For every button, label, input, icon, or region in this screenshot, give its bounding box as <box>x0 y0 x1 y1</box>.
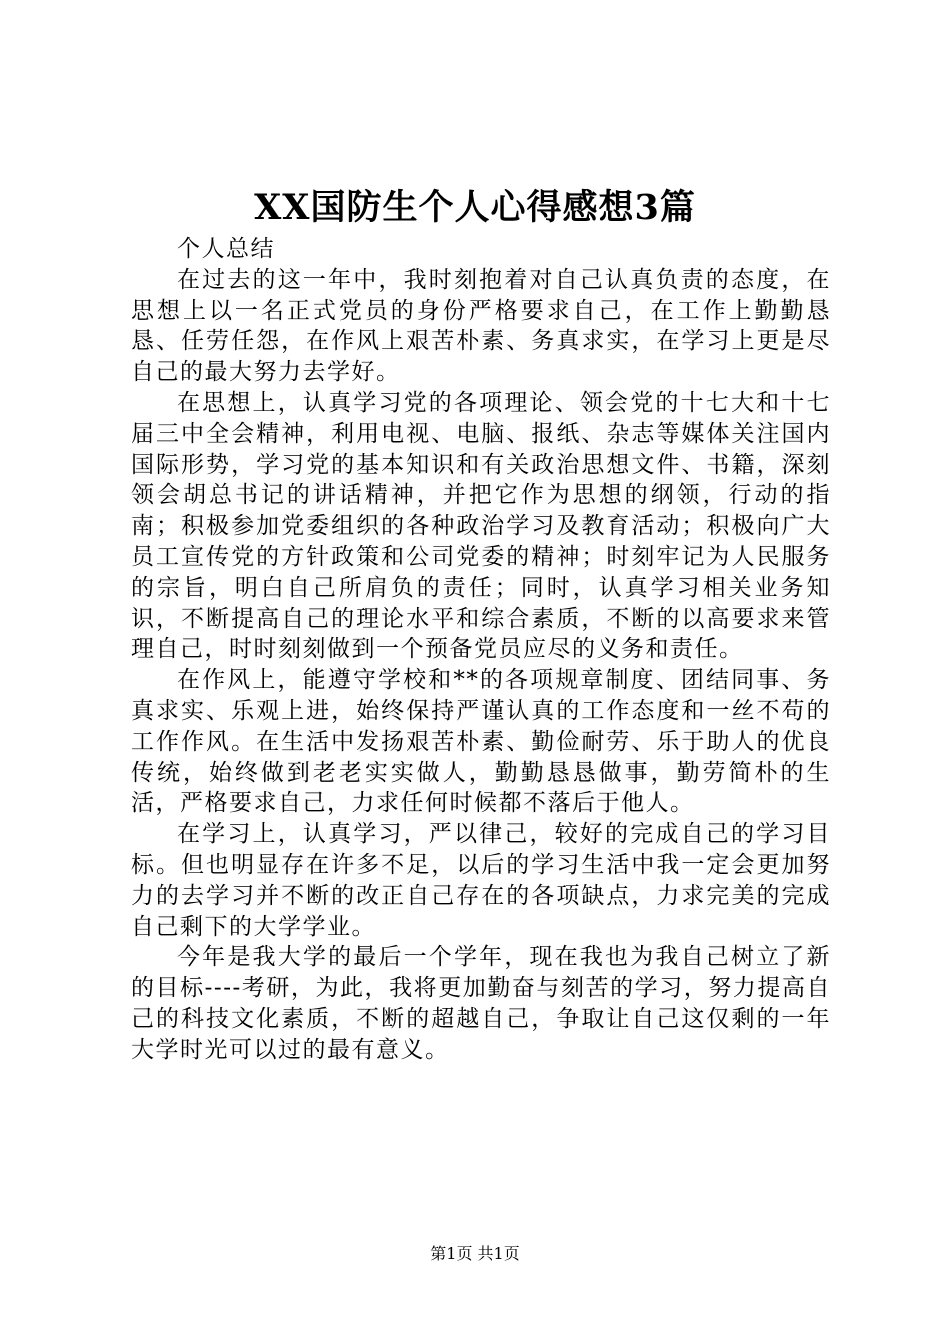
paragraph-heading: 个人总结 <box>177 236 275 262</box>
paragraph: 在作风上，能遵守学校和**的各项规章制度、团结同事、务真求实、乐观上进，始终保持严谨认真的工作态度和一丝不苟的工作作风。在生活中发扬艰苦朴素、勤俭耐劳、乐于助人的优良传统，始终做到老老实实做人，勤勤恳恳做事，勤劳简朴的生活，严格要求自己，力求任何时候都不落后于他人。 <box>131 667 831 817</box>
page-footer: 第1页 共1页 <box>430 1244 520 1263</box>
paragraph: 在过去的这一年中，我时刻抱着对自己认真负责的态度，在思想上以一名正式党员的身份严格要求自己，在工作上勤勤恳恳、任劳任怨，在作风上艰苦朴素、务真求实，在学习上更是尽自己的最大努力去学好。 <box>131 266 831 386</box>
paragraph: 在思想上，认真学习党的各项理论、领会党的十七大和十七届三中全会精神，利用电视、电脑、报纸、杂志等媒体关注国内国际形势，学习党的基本知识和有关政治思想文件、书籍，深刻领会胡总书记的讲话精神，并把它作为思想的纲领，行动的指南；积极参加党委组织的各种政治学习及教育活动；积极向广大员工宣传党的方针政策和公司党委的精神；时刻牢记为人民服务的宗旨，明白自己所肩负的责任；同时，认真学习相关业务知识，不断提高自己的理论水平和综合素质，不断的以高要求来管理自己，时时刻刻做到一个预备党员应尽的义务和责任。 <box>131 389 831 663</box>
paragraph: 今年是我大学的最后一个学年，现在我也为我自己树立了新的目标----考研，为此，我将更加勤奋与刻苦的学习，努力提高自己的科技文化素质，不断的超越自己，争取让自己这仅剩的一年大学时光可以过的最有意义。 <box>131 944 831 1063</box>
paragraph: 在学习上，认真学习，严以律己，较好的完成自己的学习目标。但也明显存在许多不足，以后的学习生活中我一定会更加努力的去学习并不断的改正自己存在的各项缺点，力求完美的完成自己剩下的大学学业。 <box>131 821 831 940</box>
document-body <box>131 234 831 1066</box>
document-title: XX国防生个人心得感想3篇 <box>254 187 696 228</box>
